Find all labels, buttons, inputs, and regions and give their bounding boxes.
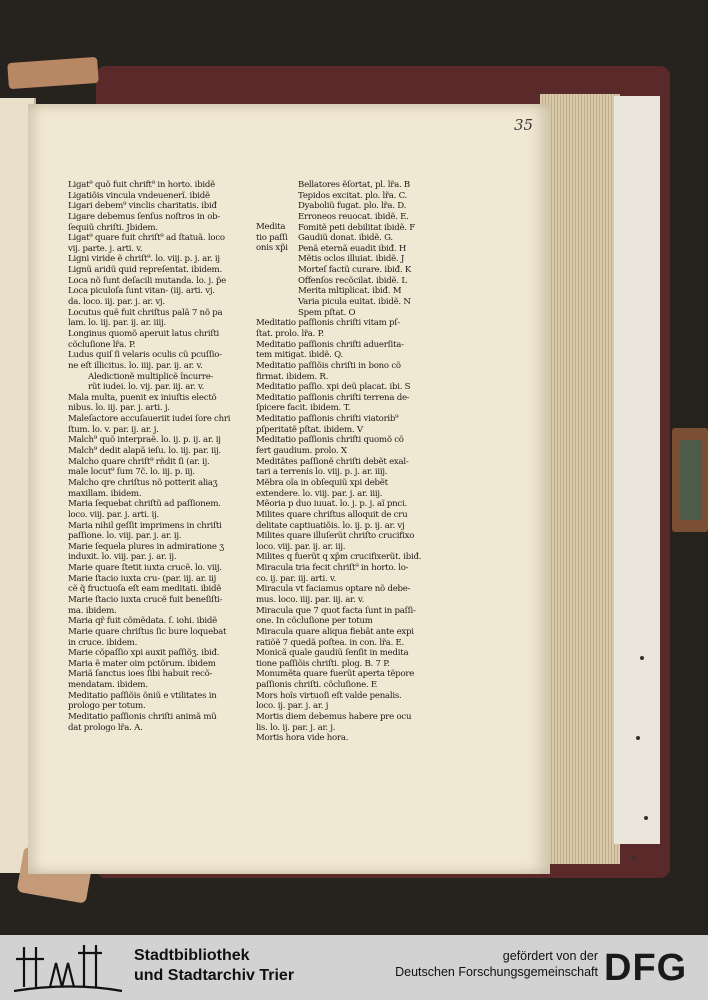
- index-entry-line: Marie quare ſtetit iuxta crucẽ. lo. viij.: [68, 563, 222, 574]
- footer-bar: [0, 935, 708, 1000]
- right-entries: [256, 318, 432, 744]
- index-entry-line: Monicã quale gaudiũ ſenſit in medita: [256, 648, 409, 659]
- index-entry-line: lis. lo. ij. par. j. ar. j.: [256, 722, 336, 733]
- index-entry-line: Mẽbra oĩa in obſequiũ xpi debẽt: [256, 477, 388, 488]
- index-entry-line: Mariã ſanctus ioes ſibi habuit recõ-: [68, 669, 213, 680]
- index-entry-line: Marie ſtacio iuxta cru- (par. iij. ar. iij: [68, 573, 216, 584]
- index-entry-line: Milites q fuerũt q xp̃m crucifixerũt. ibiđ.: [256, 552, 422, 563]
- index-entry-line: ſtat. prolo. lr̃a. P.: [256, 328, 324, 339]
- index-entry-line: Longinus quomõ aperuit latus chriſti: [68, 328, 220, 339]
- index-entry-line: Miracula tria fecit chriſt⁹ in horto. lo-: [256, 563, 409, 574]
- brace-label-line: onis xp̃i: [256, 243, 288, 254]
- index-column-right: [256, 180, 432, 744]
- index-entry-line: delitate captiuatiõis. lo. ij. p. ij. ar. vj: [256, 520, 405, 531]
- index-entry-line: Miracula quare aliqua fiebãt ante expi: [256, 626, 414, 637]
- index-entry-line: cẽ q̃ fructuoſa eſt eam meditati. ibidẽ: [68, 584, 222, 595]
- index-entry-line: Maria nihil geſſit imprimens in chriſti: [68, 520, 222, 531]
- index-entry-line: Miracula que 7 quot facta ſunt in paſſi-: [256, 605, 416, 616]
- index-entry-line: Marie quare chriſtus ſic bure loquebat: [68, 626, 227, 637]
- index-entry-line: Tepidos excitat. plo. lr̃a. C.: [298, 190, 408, 201]
- index-entry-line: Milites quare chriſtus alloquit de cru: [256, 509, 408, 520]
- index-entry-line: lam. lo. iij. par. ij. ar. iiij.: [68, 318, 166, 329]
- index-entry-line: Bellatores ẽſortat, pl̃. lr̃a. B: [298, 180, 410, 190]
- index-entry-line: nibus. lo. iij. par. j. arti. j.: [68, 403, 170, 414]
- library-name-line2: und Stadtarchiv Trier: [134, 967, 295, 984]
- page-fore-edge: [540, 94, 620, 864]
- index-entry-line: firmat. ibidem. R.: [256, 371, 329, 382]
- index-entry-line: ratiõẽ 7 quedã poſtea. in con. lr̃a. E.: [256, 637, 405, 648]
- index-entry-line: Ligat⁹ quõ fuit chrift⁹ in horto. ibidẽ: [68, 180, 215, 190]
- index-entry-line: paſſionis chriſti. cõcluſione. E: [256, 680, 377, 691]
- index-entry-line: Monumẽta quare fuerũt aperta tẽpore: [256, 669, 415, 680]
- rubricated-initial-icon: [68, 370, 84, 398]
- index-entry-line: Miracula vt faciamus optare nõ debe-: [256, 584, 411, 595]
- index-entry-line: Loca nõ ſunt deſacili mutanda. lo. j. p̃e: [68, 275, 226, 286]
- index-entry-line: Maleſactore accuſaueriit iudei ſore chri: [68, 414, 231, 425]
- index-entry-line: Mortis hora vide hora.: [256, 733, 349, 744]
- index-entry-line: loco. viij. par. ij. ar. iij.: [256, 541, 346, 552]
- index-entry-line: Dyaboliũ fugat. plo. lr̃a. D.: [298, 201, 407, 212]
- index-entry-line: tem mitigat. ibidẽ. Q.: [256, 350, 343, 361]
- wormhole: [644, 816, 648, 820]
- index-entry-line: Penã eternã euadit ibiđ. H: [298, 243, 407, 254]
- brace-label-line: tio paſſi: [256, 232, 288, 243]
- index-entry-line: ſequiũ chriſti. Jbidem.: [68, 222, 158, 233]
- funder-line2: Deutschen Forschungsgemeinschaft: [395, 965, 598, 979]
- index-entry-line: da. loco. iij. par. j. ar. vj.: [68, 297, 165, 308]
- index-entry-line: Malcho qre chriſtus nõ potterit aliaʒ: [68, 477, 218, 488]
- flyleaf: [614, 96, 660, 844]
- folio-number: 35: [514, 116, 534, 134]
- binding-tie-top: [7, 57, 99, 89]
- wormhole: [636, 736, 640, 740]
- index-entry-line: Mẽtis oclos illuiat. ibidẽ. J: [298, 254, 405, 265]
- index-entry-line: Meditatio paſſionis chriſti terrena de-: [256, 392, 410, 403]
- index-entry-line: paſſione. lo. viij. par. j. ar. ij.: [68, 531, 182, 542]
- index-entry-line: ma. ibidem.: [68, 605, 117, 616]
- index-entry-line: Varia picula euitat. ibidẽ. N: [298, 297, 411, 308]
- index-entry-line: Meditatio paſſionis chriſti aduerſita-: [256, 339, 404, 350]
- index-entry-line: Loca piculoſa ſunt vitan- (iij. arti. vj.: [68, 286, 215, 297]
- index-entry-line: rũt iudei. lo. vij. par. iij. ar. v.: [88, 382, 205, 393]
- index-entry-line: Meditatio paſſiõis õniũ e vtilitates in: [68, 690, 217, 701]
- index-entry-line: [68, 372, 240, 383]
- index-entry-line: Maria ẽ mater oim pctõrum. ibidem: [68, 658, 216, 669]
- index-entry-line: Malcho quare chriſt⁹ rñdit ſi (ar. ij.: [68, 456, 210, 467]
- clasp-inner: [680, 440, 702, 520]
- index-entry-line: prologo per totum.: [68, 701, 146, 712]
- index-entry-line: one. In cõcluſione per totum: [256, 616, 373, 627]
- index-entry-line: ſpicere facit. ibidem. T.: [256, 403, 351, 414]
- index-entry-line: Milites quare illuſerũt chriſto crucifixo: [256, 531, 415, 542]
- index-entry-line: Meditatio paſſionis chriſti viatorib⁹: [256, 414, 399, 425]
- index-entry-line: co. ij. par. iij. arti. v.: [256, 573, 337, 584]
- funder-credit: [360, 948, 598, 980]
- index-entry-line: ne eſt illicitus. lo. iiij. par. ij. ar. v.: [68, 360, 203, 371]
- index-entry-line: Malch⁹ dedit alapã ieſu. lo. iij. par. iij.: [68, 446, 221, 457]
- index-entry-line: Offenſos recõcilat. ibidẽ. L: [298, 275, 407, 286]
- dfg-logo: DFG: [604, 947, 688, 989]
- index-entry-line: pſperitatẽ pſtat. ibidem. V: [256, 424, 363, 435]
- index-entry-line: Mors hoĩs virtuoſi eſt valde penalis.: [256, 690, 402, 701]
- index-entry-line: Ligni viride ẽ chriſt⁹. lo. viij. p. j. ar. ij: [68, 254, 220, 265]
- index-entry-line: dat prologo lr̃a. A.: [68, 722, 143, 733]
- index-entry-line: cõcluſione lr̃a. P.: [68, 339, 136, 350]
- index-entry-line: maxillam. ibidem.: [68, 488, 142, 499]
- index-entry-line: Malch⁹ quõ interpraẽ. lo. ij. p. ij. ar. ij: [68, 435, 221, 446]
- index-entry-line: loco. ij. par. j. ar. j: [256, 701, 329, 712]
- index-entry-line: Meditatio paſſio. xpi deũ placat. ibi. S: [256, 382, 411, 393]
- index-entry-line: Mala multa, puenit ex iniuſtis electõ: [68, 392, 217, 403]
- index-entry-line: tari a terrenis lo. viij. p. j. ar. iiij.: [256, 467, 388, 478]
- index-entry-line: Marie cõpaſſio xpi auxit paſſiõʒ. ibiđ.: [68, 648, 220, 659]
- index-entry-line: Meditatio paſſionis chriſti animã mũ: [68, 712, 217, 723]
- index-entry-line: Fomitẽ peti debilitat ibidẽ. F: [298, 222, 415, 233]
- index-entry-line: mus. loco. iiij. par. iij. ar. v.: [256, 594, 365, 605]
- index-entry-line: Marie ſequela plures in admiratione ʒ: [68, 541, 224, 552]
- index-entry-line: Mortis diem debemus habere pre ocu: [256, 712, 412, 723]
- brace-label-line: Medita: [256, 222, 286, 232]
- index-entry-line: Maria ſequebat chriſtũ ad paſſionem.: [68, 499, 221, 510]
- library-name: [134, 946, 294, 986]
- index-entry-line: Mẽoria p duo iuuat. lo. j. p. j. aĩ pnci.: [256, 499, 407, 510]
- index-entry-line: Locutus quẽ fuit chriſtus palã 7 nõ pa: [68, 307, 223, 318]
- index-entry-line: Marie ſtacio iuxta crucẽ fuit beneſiſti-: [68, 594, 223, 605]
- index-entry-line: fert gaudium. prolo. X: [256, 446, 347, 457]
- index-entry-line: Ligat⁹ quare fuit chriſt⁹ ad ſtatuã. loco: [68, 233, 225, 244]
- index-entry-line: loco. viij. par. j. arti. ij.: [68, 509, 159, 520]
- index-entry-line: Merita mltiplicat. ibiđ. M: [298, 286, 402, 297]
- index-entry-line: ſtum. lo. v. par. ij. ar. j.: [68, 424, 159, 435]
- index-entry-line: induxit. lo. viij. par. j. ar. ij.: [68, 552, 177, 563]
- index-entry-line: Meditatio paſſiõis chriſti in bono cõ: [256, 360, 401, 371]
- index-entry-line: tione paſſiõis chriſti. plog. B. 7 P.: [256, 658, 390, 669]
- index-entry-line: Morteſ factũ curare. ibiđ. K: [298, 265, 411, 276]
- index-entry-line: Meditãtes paſſionẽ chriſti debẽt exal-: [256, 456, 409, 467]
- wormhole: [632, 856, 636, 860]
- index-entry-line: Lignũ aridũ quid repreſentat. ibidem.: [68, 265, 222, 276]
- book-page: [28, 104, 550, 874]
- index-column-left: [68, 180, 240, 733]
- index-entry-line: Meditatio paſſionis chriſti vitam pſ-: [256, 318, 400, 329]
- index-entry-line: Spem pſtat. O: [298, 307, 356, 318]
- index-entry-line: Ligatiõis vincula vndeuenerĩ. ibidẽ: [68, 190, 210, 201]
- index-entry-text: Aledictionẽ multiplicẽ încurre-: [88, 371, 214, 382]
- index-entry-line: Erroneos reuocat. ibidẽ. E.: [298, 211, 409, 222]
- index-entry-line: Maria qr̃ fuit cõmẽdata. ſ. iohi. ibidẽ: [68, 616, 217, 627]
- index-entry-line: vij. parte. j. arti. v.: [68, 243, 143, 254]
- index-entry-line: Gaudiũ donat. ibidẽ. G.: [298, 233, 393, 244]
- index-entry-line: extendere. lo. viij. par. j. ar. iiij.: [256, 488, 383, 499]
- wormhole: [640, 656, 644, 660]
- index-entry-line: male locut⁹ ſum 7c̃. lo. iij. p. iij.: [68, 467, 195, 478]
- index-entry-line: Meditatio paſſionis chriſti quomõ cõ: [256, 435, 404, 446]
- brace-label: [256, 222, 296, 254]
- library-name-line1: Stadtbibliothek: [134, 947, 250, 964]
- index-entry-line: Ligare debemus ſenſus noſtros in ob-: [68, 211, 221, 222]
- index-entry-line: Ligari debem⁹ vinclis charitatis. ibiđ: [68, 201, 217, 212]
- library-logo-icon: [10, 939, 126, 995]
- index-entry-line: Ludus quiſ ſi velaris oculis cũ pcuſſio-: [68, 350, 222, 361]
- index-entry-line: in cruce. ibidem.: [68, 637, 138, 648]
- index-entry-line: mendatam. ibidem.: [68, 680, 148, 691]
- funder-line1: gefördert von der: [502, 949, 598, 963]
